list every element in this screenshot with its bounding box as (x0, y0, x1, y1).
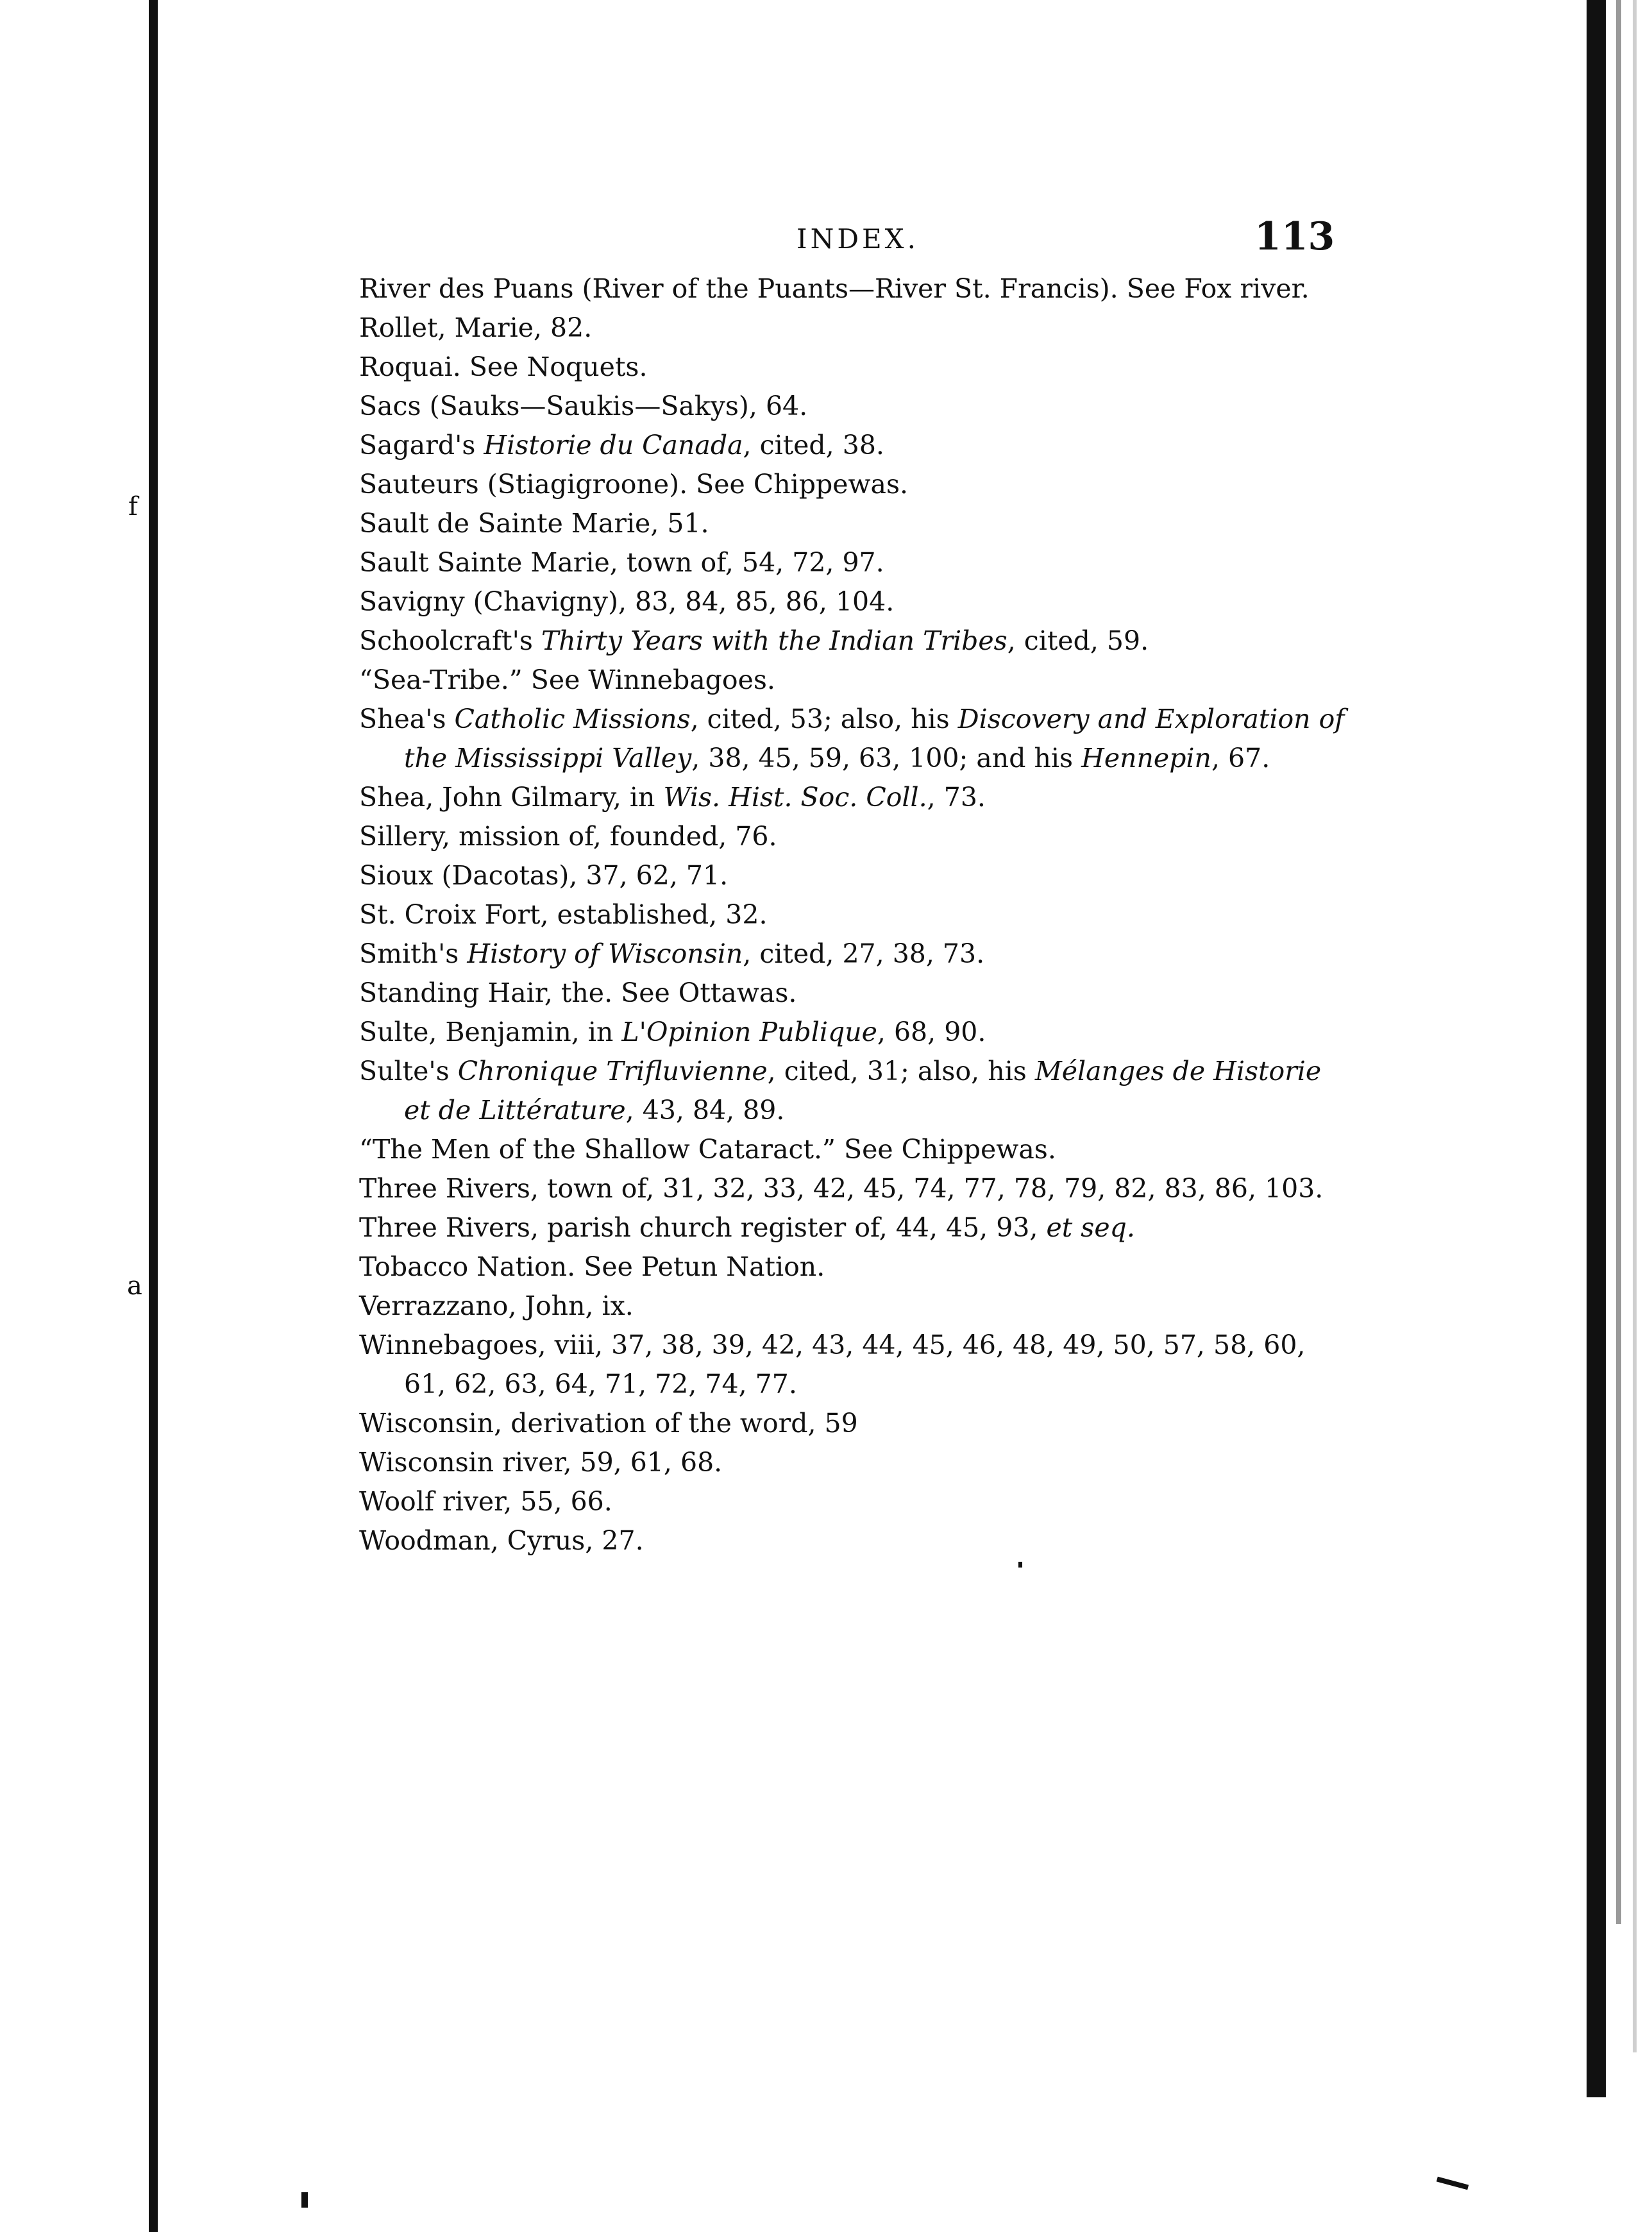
entry-title-italic: Chronique Trifluvienne (457, 1056, 768, 1086)
offcut-fragment: f (128, 492, 138, 521)
entry-text: Wisconsin, derivation of the word, 59 (359, 1408, 858, 1439)
entry-text: Woodman, Cyrus, 27. (359, 1525, 644, 1556)
entry-text: , 67. (1211, 743, 1270, 774)
entry-title-italic: Historie du Canada (484, 430, 743, 461)
entry-text: Wisconsin river, 59, 61, 68. (359, 1447, 723, 1478)
index-entry (359, 269, 1347, 309)
index-entry (359, 1521, 1347, 1560)
facing-page-offcut (0, 0, 149, 2232)
entry-title-italic: History of Wisconsin (467, 938, 743, 969)
entry-text: Sauteurs (Stiagigroone). See Chippewas. (359, 469, 909, 500)
scan-artifact (1018, 1562, 1022, 1568)
index-entry (359, 778, 1347, 817)
entry-text: Shea's (359, 704, 455, 734)
entry-text: Woolf river, 55, 66. (359, 1486, 612, 1517)
entry-title-italic: et seq. (1046, 1212, 1135, 1243)
index-list (359, 269, 1347, 1560)
entry-text: Shea, John Gilmary, in (359, 782, 664, 813)
index-entry (359, 504, 1347, 543)
entry-text: St. Croix Fort, established, 32. (359, 899, 768, 930)
page-edge-right (1587, 0, 1606, 2097)
entry-title-italic: L'Opinion Publique (621, 1017, 877, 1047)
index-entry (359, 1208, 1347, 1247)
entry-text: , 38, 45, 59, 63, 100; and his (691, 743, 1082, 774)
index-entry (359, 387, 1347, 426)
entry-title-italic: Discovery and Exploration of the Mississippi Valley (404, 704, 1345, 774)
index-entry (359, 1482, 1347, 1521)
index-entry (359, 661, 1347, 700)
entry-text: “The Men of the Shallow Cataract.” See Chippewas. (359, 1134, 1056, 1165)
index-entry (359, 974, 1347, 1013)
index-entry (359, 465, 1347, 504)
page-title: INDEX. (796, 223, 919, 255)
index-entry (359, 1287, 1347, 1326)
index-entry (359, 895, 1347, 934)
entry-text: Schoolcraft's (359, 625, 541, 656)
page-edge-shadow (1616, 0, 1621, 1924)
entry-title-italic: Wis. Hist. Soc. Coll. (663, 782, 927, 813)
page-number: 113 (1254, 214, 1335, 259)
entry-title-italic: Mélanges de Historie et de Littérature (404, 1056, 1322, 1126)
entry-text: Sulte, Benjamin, in (359, 1017, 622, 1047)
index-entry (359, 1013, 1347, 1052)
index-entry (359, 1169, 1347, 1208)
index-entry (359, 621, 1347, 661)
entry-text: Sacs (Sauks—Saukis—Sakys), 64. (359, 391, 808, 421)
index-entry (359, 348, 1347, 387)
index-entry (359, 1326, 1347, 1404)
entry-text: River des Puans (River of the Puants—River St. Francis). See Fox river. (359, 273, 1310, 304)
index-entry (359, 1404, 1347, 1443)
page-edge-shadow (1633, 0, 1637, 2052)
index-entry (359, 1052, 1347, 1130)
entry-text: Three Rivers, town of, 31, 32, 33, 42, 45, 74, 77, 78, 79, 82, 83, 86, 103. (359, 1173, 1324, 1204)
entry-text: , 68, 90. (877, 1017, 986, 1047)
entry-title-italic: Thirty Years with the Indian Tribes (541, 625, 1007, 656)
entry-text: Verrazzano, John, ix. (359, 1290, 634, 1321)
entry-text: Smith's (359, 938, 468, 969)
scan-artifact (301, 2192, 308, 2208)
entry-text: , 73. (927, 782, 986, 813)
entry-text: Tobacco Nation. See Petun Nation. (359, 1251, 825, 1282)
entry-text: Three Rivers, parish church register of, 44, 45, 93, (359, 1212, 1047, 1243)
binding-edge (149, 0, 158, 2232)
entry-text: “Sea-Tribe.” See Winnebagoes. (359, 664, 775, 695)
entry-text: Sault de Sainte Marie, 51. (359, 508, 709, 539)
index-entry (359, 1130, 1347, 1169)
index-entry (359, 700, 1347, 778)
scan-artifact (1437, 2177, 1469, 2190)
index-page (359, 214, 1347, 1560)
entry-text: Winnebagoes, viii, 37, 38, 39, 42, 43, 44, 45, 46, 48, 49, 50, 57, 58, 60, 61, 62, 63, 64, 71, 72, 74, 77. (359, 1330, 1306, 1399)
entry-text: , cited, 38. (743, 430, 884, 461)
entry-text: , 43, 84, 89. (625, 1095, 785, 1126)
entry-text: Sulte's (359, 1056, 458, 1086)
entry-text: , cited, 59. (1007, 625, 1149, 656)
entry-text: Savigny (Chavigny), 83, 84, 85, 86, 104. (359, 586, 895, 617)
index-entry (359, 543, 1347, 582)
entry-text: Sagard's (359, 430, 484, 461)
entry-title-italic: Catholic Missions (454, 704, 691, 734)
index-entry (359, 856, 1347, 895)
entry-text: , cited, 27, 38, 73. (743, 938, 985, 969)
entry-text: Sillery, mission of, founded, 76. (359, 821, 777, 852)
entry-title-italic: Hennepin (1081, 743, 1211, 774)
entry-text: , cited, 31; also, his (767, 1056, 1035, 1086)
index-entry (359, 934, 1347, 974)
index-entry (359, 426, 1347, 465)
index-entry (359, 582, 1347, 621)
entry-text: Rollet, Marie, 82. (359, 312, 593, 343)
entry-text: Sault Sainte Marie, town of, 54, 72, 97. (359, 547, 884, 578)
entry-text: , cited, 53; also, his (690, 704, 958, 734)
entry-text: Standing Hair, the. See Ottawas. (359, 977, 797, 1008)
index-entry (359, 1247, 1347, 1287)
index-entry (359, 309, 1347, 348)
offcut-fragment: a (127, 1271, 142, 1301)
running-head (359, 214, 1347, 269)
entry-text: Roquai. See Noquets. (359, 351, 648, 382)
entry-text: Sioux (Dacotas), 37, 62, 71. (359, 860, 729, 891)
index-entry (359, 817, 1347, 856)
index-entry (359, 1443, 1347, 1482)
